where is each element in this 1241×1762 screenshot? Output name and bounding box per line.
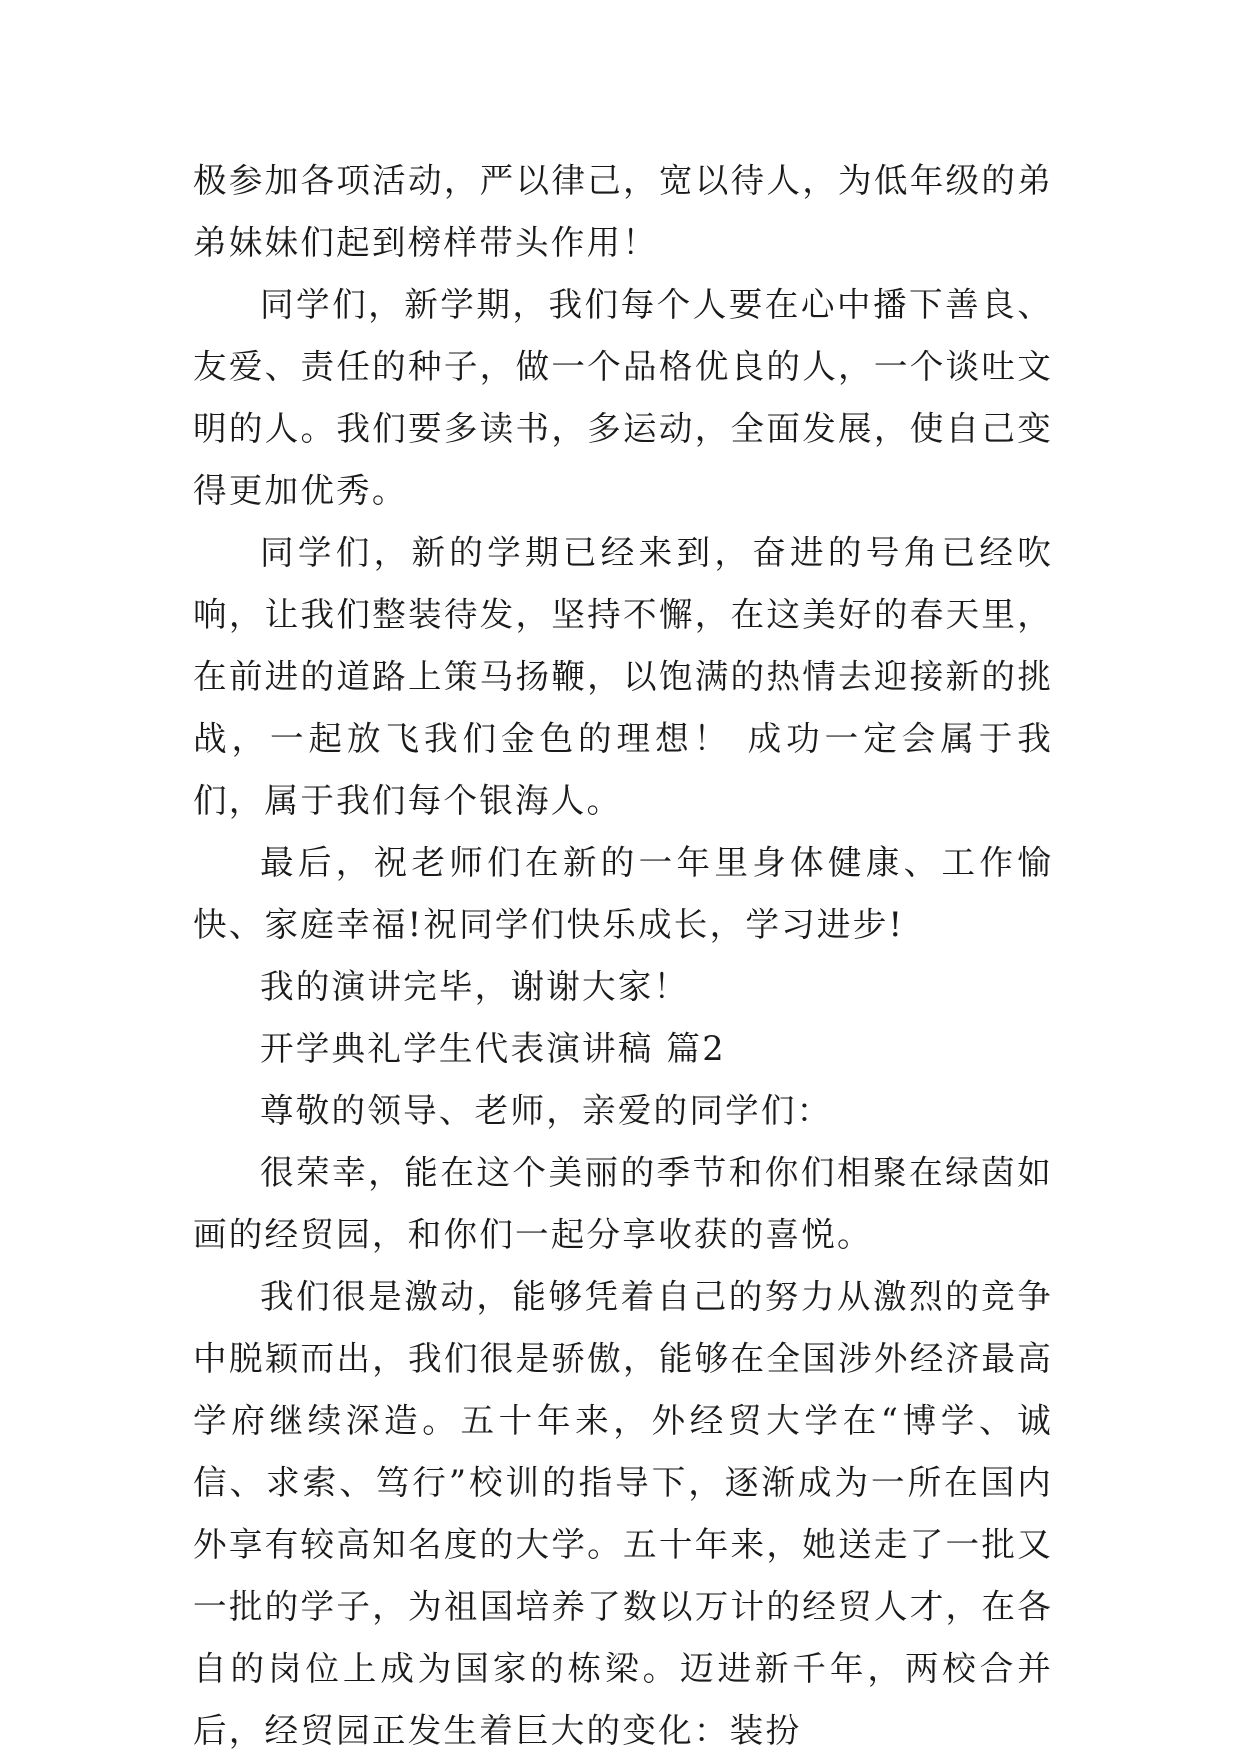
paragraph: 很荣幸，能在这个美丽的季节和你们相聚在绿茵如画的经贸园，和你们一起分享收获的喜悦。	[193, 1153, 1053, 1254]
paragraph: 极参加各项活动，严以律己，宽以待人，为低年级的弟弟妹妹们起到榜样带头作用！	[193, 161, 1053, 262]
paragraph: 最后，祝老师们在新的一年里身体健康、工作愉快、家庭幸福!祝同学们快乐成长，学习进步!	[193, 843, 1053, 944]
paragraph: 我的演讲完毕，谢谢大家！	[260, 967, 690, 1006]
paragraph: 同学们，新学期，我们每个人要在心中播下善良、友爱、责任的种子，做一个品格优良的人，一个谈吐文明的人。我们要多读书，多运动，全面发展，使自己变得更加优秀。	[193, 285, 1053, 510]
paragraph: 同学们，新的学期已经来到，奋进的号角已经吹响，让我们整装待发，坚持不懈，在这美好的春天里，在前进的道路上策马扬鞭，以饱满的热情去迎接新的挑战，一起放飞我们金色的理想！ 成功一定会属于我们，属于我们每个银海人。	[193, 533, 1053, 820]
paragraph: 我们很是激动，能够凭着自己的努力从激烈的竞争中脱颖而出，我们很是骄傲，能够在全国涉外经济最高学府继续深造。五十年来，外经贸大学在“博学、诚信、求索、笃行”校训的指导下，逐渐成为一所在国内外享有较高知名度的大学。五十年来，她送走了一批又一批的学子，为祖国培养了数以万计的经贸人才，在各自的岗位上成为国家的栋梁。迈进新千年，两校合并后，经贸园正发生着巨大的变化：装扮	[193, 1277, 1053, 1750]
document-body	[193, 150, 1053, 1762]
salutation: 尊敬的领导、老师，亲爱的同学们：	[260, 1091, 833, 1130]
section-heading: 开学典礼学生代表演讲稿 篇2	[260, 1029, 726, 1068]
